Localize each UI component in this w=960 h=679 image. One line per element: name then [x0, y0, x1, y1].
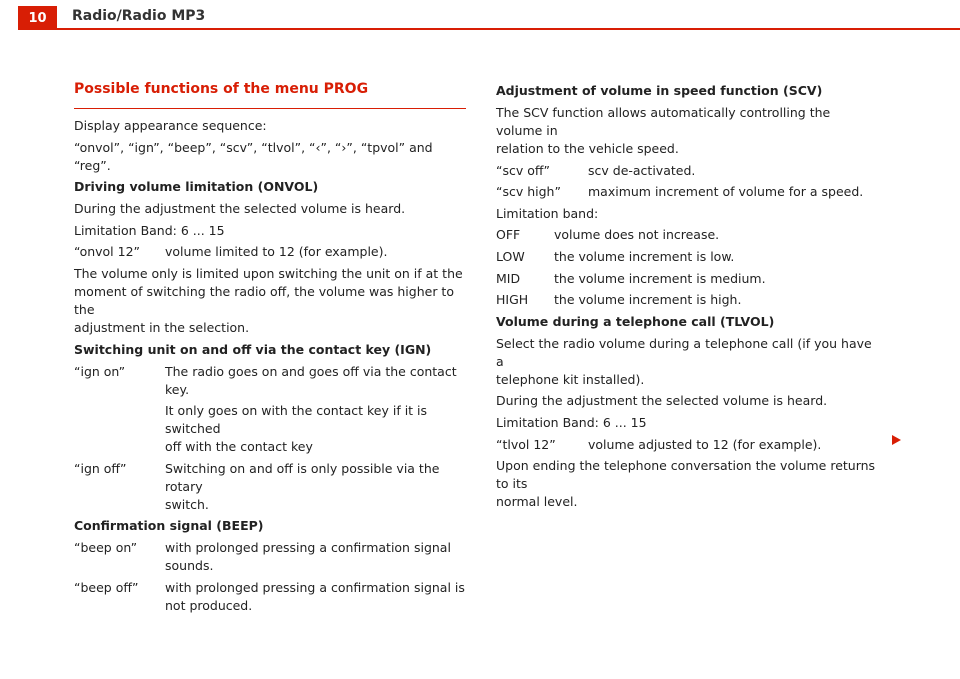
definition-desc: volume adjusted to 12 (for example).	[588, 436, 822, 452]
definition-term: “beep on”	[74, 540, 138, 556]
definition-desc: volume limited to 12 (for example).	[165, 244, 388, 260]
definition-desc	[165, 539, 466, 575]
page-header	[0, 0, 960, 30]
paragraph	[74, 265, 466, 337]
band-term: MID	[496, 270, 521, 286]
band-term: HIGH	[496, 292, 529, 308]
paragraph-line: The volume only is limited upon switching the unit on if at the	[74, 265, 463, 281]
definition-row	[74, 243, 466, 261]
paragraph-line: Upon ending the telephone conversation the volume returns to its	[496, 458, 876, 492]
paragraph-line: normal level.	[496, 494, 578, 510]
band-row	[496, 291, 876, 309]
definition-row	[74, 539, 466, 575]
paragraph: During the adjustment the selected volume is heard.	[496, 393, 828, 409]
band-desc: the volume increment is high.	[554, 292, 742, 308]
definition-term: “scv high”	[496, 184, 561, 200]
definition-line: Switching on and off is only possible via the rotary	[165, 460, 440, 494]
definition-term: “beep off”	[74, 579, 139, 595]
definition-desc	[165, 363, 466, 457]
definition-line: with prolonged pressing a confirmation signal	[165, 540, 451, 556]
subheading-scv: Adjustment of volume in speed function (SCV)	[496, 83, 823, 98]
definition-line: not produced.	[165, 597, 253, 613]
band-desc: the volume increment is low.	[554, 248, 735, 264]
definition-row	[496, 183, 876, 201]
band-row	[496, 226, 876, 244]
intro-line: “onvol”, “ign”, “beep”, “scv”, “tlvol”, “‹”, “›”, “tpvol” and “reg”.	[74, 139, 433, 173]
subheading-beep: Confirmation signal (BEEP)	[74, 518, 264, 534]
definition-term: “tlvol 12”	[496, 436, 556, 452]
page-number: 10	[18, 6, 57, 30]
paragraph-line: telephone kit installed).	[496, 371, 645, 387]
definition-line: The radio goes on and goes off via the contact key.	[165, 363, 457, 397]
paragraph-line: moment of switching the radio off, the volume was higher to the	[74, 283, 454, 317]
definition-term: “ign off”	[74, 460, 127, 476]
band-row	[496, 248, 876, 266]
left-column	[74, 80, 466, 619]
definition-row	[74, 363, 466, 457]
paragraph: During the adjustment the selected volume is heard.	[74, 201, 406, 217]
paragraph-line: adjustment in the selection.	[74, 319, 250, 335]
band-desc: the volume increment is medium.	[554, 270, 766, 286]
paragraph	[496, 104, 876, 158]
definition-row	[74, 579, 466, 615]
header-rule	[18, 28, 960, 30]
band-row	[496, 270, 876, 288]
definition-term: “ign on”	[74, 363, 126, 379]
header-title: Radio/Radio MP3	[72, 8, 206, 24]
right-column	[496, 80, 876, 515]
band-term: LOW	[496, 248, 525, 264]
paragraph: Limitation band:	[496, 205, 599, 221]
definition-line: It only goes on with the contact key if it is switched	[165, 403, 428, 437]
section-rule	[74, 108, 466, 109]
definition-term: “onvol 12”	[74, 244, 141, 260]
definition-line: with prolonged pressing a confirmation signal is	[165, 579, 465, 595]
definition-term: “scv off”	[496, 162, 550, 178]
definition-row	[496, 162, 876, 180]
paragraph-line: The SCV function allows automatically controlling the volume in	[496, 105, 831, 138]
section-title: Possible functions of the menu PROG	[74, 81, 369, 97]
definition-row	[74, 460, 466, 514]
paragraph	[496, 457, 876, 511]
continue-arrow-icon	[892, 435, 901, 445]
definition-line: off with the contact key	[165, 439, 313, 455]
band-desc: volume does not increase.	[554, 227, 720, 243]
definition-desc: scv de-activated.	[588, 162, 696, 178]
definition-line: switch.	[165, 496, 209, 512]
definition-desc: maximum increment of volume for a speed.	[588, 184, 864, 200]
band-term: OFF	[496, 227, 521, 243]
intro-line: Display appearance sequence:	[74, 118, 267, 133]
paragraph: Limitation Band: 6 ... 15	[74, 222, 225, 238]
definition-row	[496, 436, 876, 454]
subheading-onvol: Driving volume limitation (ONVOL)	[74, 179, 319, 195]
paragraph-line: relation to the vehicle speed.	[496, 141, 679, 156]
subheading-tlvol: Volume during a telephone call (TLVOL)	[496, 313, 775, 329]
paragraph-line: Select the radio volume during a telephone call (if you have a	[496, 335, 872, 369]
definition-line: sounds.	[165, 558, 214, 574]
definition-desc	[165, 579, 466, 615]
subheading-ign: Switching unit on and off via the contact key (IGN)	[74, 341, 432, 357]
definition-desc	[165, 460, 466, 514]
paragraph: Limitation Band: 6 ... 15	[496, 414, 647, 430]
paragraph	[496, 335, 876, 389]
